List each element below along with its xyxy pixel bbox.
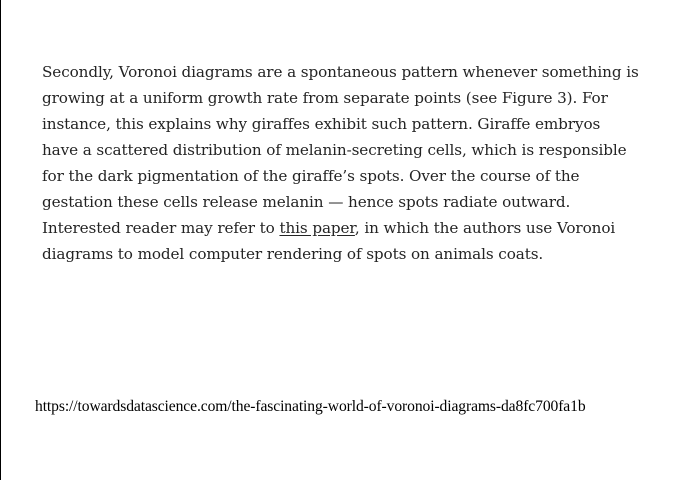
paragraph-line-8: diagrams to model computer rendering of spots on animals coats. bbox=[42, 245, 544, 263]
line-7-text-after-link: , in which the authors use Voronoi bbox=[354, 219, 616, 237]
paragraph-line-2: growing at a uniform growth rate from separate points (see Figure 3). For bbox=[42, 89, 608, 107]
paragraph-line-3: instance, this explains why giraffes exhibit such pattern. Giraffe embryos bbox=[42, 115, 601, 133]
paragraph-line-6: gestation these cells release melanin — hence spots radiate outward. bbox=[42, 193, 571, 211]
paragraph-line-4: have a scattered distribution of melanin-secreting cells, which is responsible bbox=[42, 141, 627, 159]
paragraph-line-5: for the dark pigmentation of the giraffe’s spots. Over the course of the bbox=[42, 167, 580, 185]
paragraph-line-7 bbox=[42, 215, 642, 241]
source-url: https://towardsdatascience.com/the-fascinating-world-of-voronoi-diagrams-da8fc700fa1b bbox=[35, 398, 586, 415]
article-paragraph bbox=[42, 59, 642, 267]
paragraph-line-1: Secondly, Voronoi diagrams are a spontaneous pattern whenever something is bbox=[42, 63, 639, 81]
this-paper-link[interactable]: this paper bbox=[279, 219, 355, 237]
line-7-text-before-link: Interested reader may refer to bbox=[42, 219, 280, 237]
